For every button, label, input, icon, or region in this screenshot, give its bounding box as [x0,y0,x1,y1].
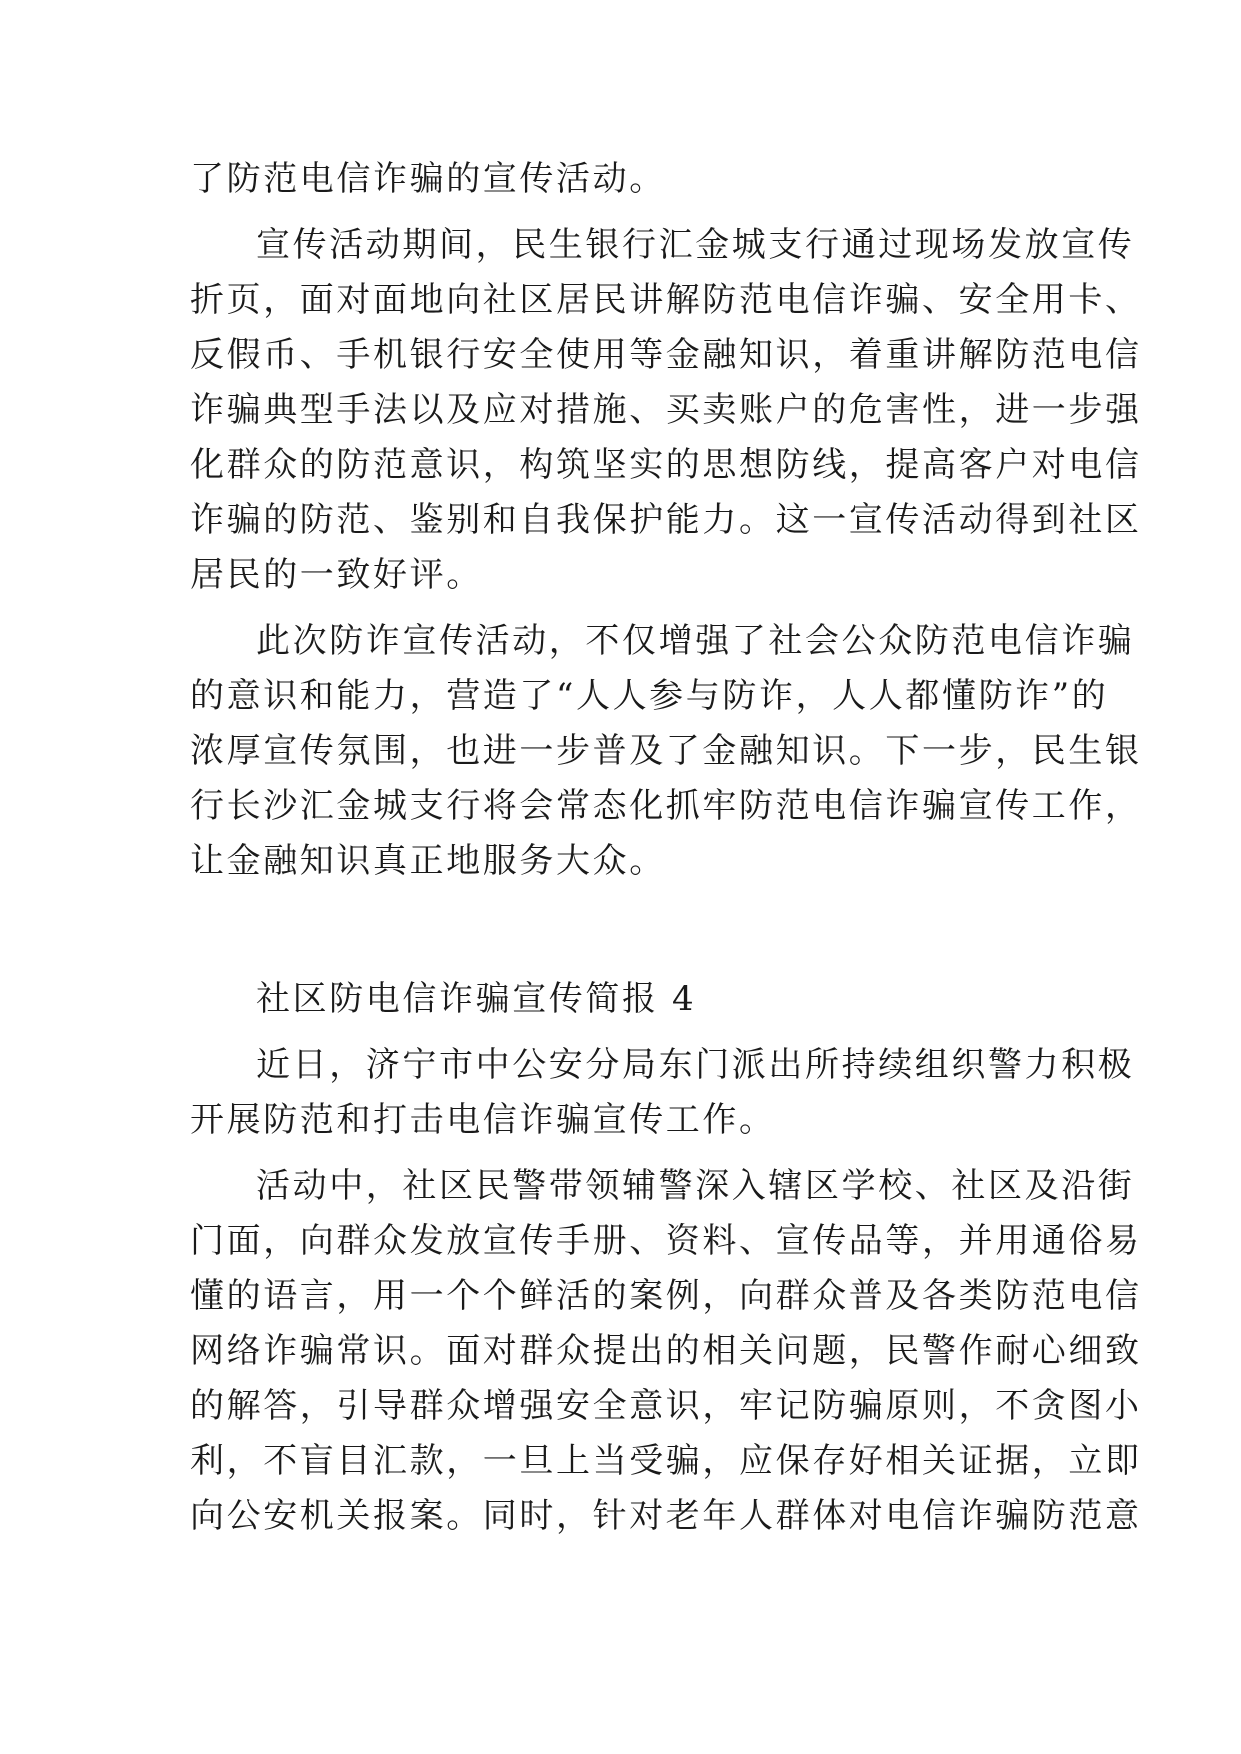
paragraph-line: 活动中，社区民警带领辅警深入辖区学校、社区及沿街 [256,1166,1135,1206]
paragraph-line: 的意识和能力，营造了“人人参与防诈，人人都懂防诈”的 [190,676,1109,716]
paragraph-line: 化群众的防范意识，构筑坚实的思想防线，提高客户对电信 [190,445,1142,485]
paragraph-line: 反假币、手机银行安全使用等金融知识，着重讲解防范电信 [190,335,1142,375]
paragraph-line: 行长沙汇金城支行将会常态化抓牢防范电信诈骗宣传工作， [190,786,1142,826]
paragraph-line: 让金融知识真正地服务大众。 [190,841,666,881]
paragraph-line: 向公安机关报案。同时，针对老年人群体对电信诈骗防范意 [190,1496,1142,1536]
paragraph-line: 门面，向群众发放宣传手册、资料、宣传品等，并用通俗易 [190,1221,1142,1261]
section-heading: 社区防电信诈骗宣传简报 4 [256,979,697,1019]
paragraph-line: 居民的一致好评。 [190,555,483,595]
paragraph-line: 诈骗的防范、鉴别和自我保护能力。这一宣传活动得到社区 [190,500,1142,540]
paragraph-line: 诈骗典型手法以及应对措施、买卖账户的危害性，进一步强 [190,390,1142,430]
paragraph-line: 浓厚宣传氛围，也进一步普及了金融知识。下一步，民生银 [190,731,1142,771]
paragraph-line: 懂的语言，用一个个鲜活的案例，向群众普及各类防范电信 [190,1276,1142,1316]
paragraph-line: 了防范电信诈骗的宣传活动。 [190,159,666,199]
paragraph-line: 此次防诈宣传活动，不仅增强了社会公众防范电信诈骗 [256,621,1135,661]
paragraph-line: 的解答，引导群众增强安全意识，牢记防骗原则，不贪图小 [190,1386,1142,1426]
paragraph-line: 近日，济宁市中公安分局东门派出所持续组织警力积极 [256,1045,1135,1085]
paragraph-line: 折页，面对面地向社区居民讲解防范电信诈骗、安全用卡、 [190,280,1142,320]
paragraph-line: 宣传活动期间，民生银行汇金城支行通过现场发放宣传 [256,225,1135,265]
paragraph-line: 网络诈骗常识。面对群众提出的相关问题，民警作耐心细致 [190,1331,1142,1371]
paragraph-line: 开展防范和打击电信诈骗宣传工作。 [190,1100,776,1140]
paragraph-line: 利，不盲目汇款，一旦上当受骗，应保存好相关证据，立即 [190,1441,1142,1481]
